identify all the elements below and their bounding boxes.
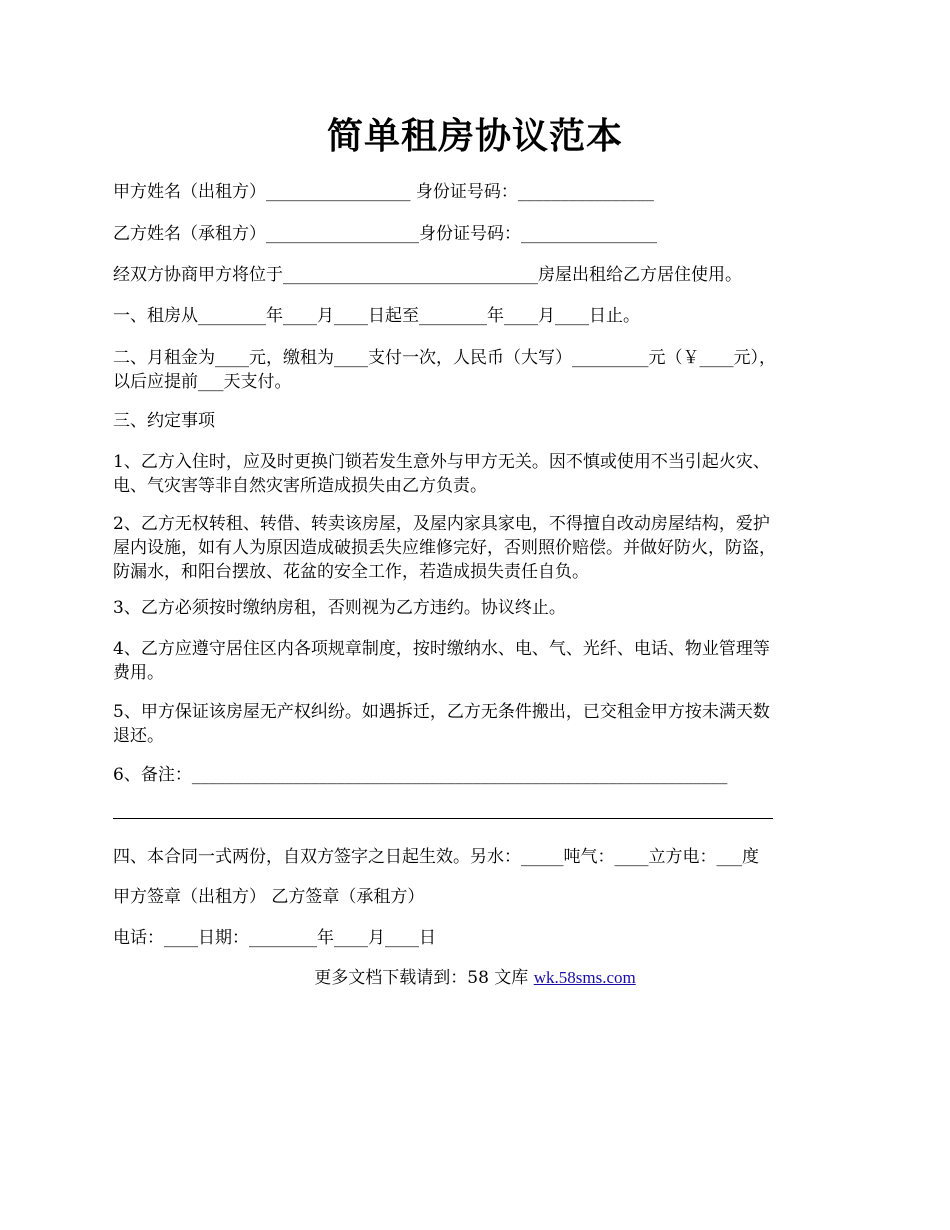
item-6-remarks: 6、备注：_______________________________________________________________ <box>113 765 728 785</box>
item-3: 3、乙方必须按时缴纳房租，否则视为乙方违约。协议终止。 <box>113 598 566 618</box>
party-a-line: 甲方姓名（出租方）_________________ 身份证号码：________________ <box>113 182 654 202</box>
document-title: 简单租房协议范本 <box>326 115 623 157</box>
signature-line: 甲方签章（出租方） 乙方签章（承租方） <box>113 887 425 907</box>
clause-2-rent <box>113 346 843 394</box>
clause-2-row: 以后应提前___天支付。 <box>113 372 292 392</box>
premise-line: 经双方协商甲方将位于______________________________房屋出租给乙方居住使用。 <box>113 265 742 285</box>
item-2 <box>113 512 843 584</box>
item-2-row: 屋内设施，如有人为原因造成破损丢失应维修完好，否则照价赔偿。并做好防火，防盗， <box>113 538 776 558</box>
clause-3-heading: 三、约定事项 <box>113 411 215 431</box>
item-2-row: 2、乙方无权转租、转借、转卖该房屋，及屋内家具家电，不得擅自改动房屋结构，爱护 <box>113 514 770 534</box>
item-5-row: 5、甲方保证该房屋无产权纠纷。如遇拆迁，乙方无条件搬出，已交租金甲方按未满天数 <box>113 702 770 722</box>
item-1 <box>113 450 843 498</box>
phone-date-line: 电话：____日期：________年____月____日 <box>113 928 436 948</box>
item-5-row: 退还。 <box>113 726 164 746</box>
item-1-row: 电、气灾害等非自然灾害所造成损失由乙方负责。 <box>113 476 487 496</box>
party-b-line: 乙方姓名（承租方）__________________身份证号码：________________ <box>113 224 657 244</box>
item-4 <box>113 637 843 685</box>
item-5 <box>113 700 843 748</box>
remarks-blank-line <box>113 818 773 819</box>
item-4-row: 4、乙方应遵守居住区内各项规章制度，按时缴纳水、电、气、光纤、电话、物业管理等 <box>113 639 770 659</box>
clause-2-row: 二、月租金为____元，缴租为____支付一次，人民币（大写）_________元（￥____元）， <box>113 348 776 368</box>
footer-link[interactable]: wk.58sms.com <box>533 968 636 987</box>
item-1-row: 1、乙方入住时，应及时更换门锁若发生意外与甲方无关。因不慎或使用不当引起火灾、 <box>113 452 770 472</box>
item-4-row: 费用。 <box>113 663 164 683</box>
clause-1-term: 一、租房从________年____月____日起至________年____月____日止。 <box>113 306 640 326</box>
item-2-row: 防漏水，和阳台摆放、花盆的安全工作，若造成损失责任自负。 <box>113 562 589 582</box>
clause-4-utilities: 四、本合同一式两份，自双方签字之日起生效。另水：_____吨气：____立方电：___度 <box>113 847 759 867</box>
footer-prefix: 更多文档下载请到：58 文库 <box>314 968 534 988</box>
footer <box>0 966 950 990</box>
